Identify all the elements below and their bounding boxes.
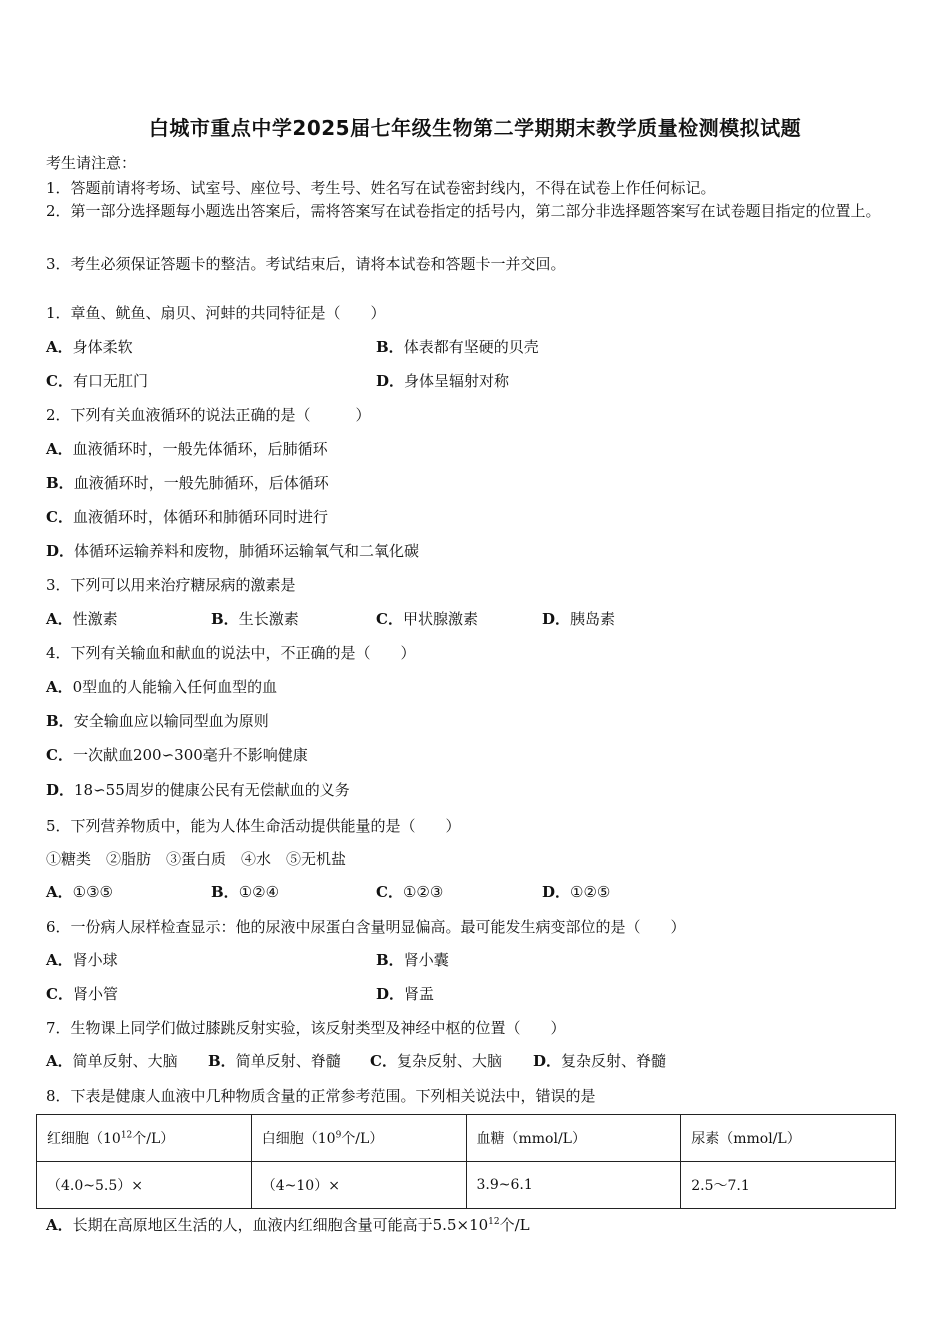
header-text: 尿素（mmol/L） <box>691 1131 801 1147</box>
table-header-cell <box>37 1115 252 1162</box>
question-stem: 7．生物课上同学们做过膝跳反射实验，该反射类型及神经中枢的位置（ ） <box>46 1019 566 1037</box>
table-cell: （4.0~5.5）× <box>37 1162 252 1209</box>
option-text: 生长激素 <box>238 610 299 628</box>
option-label: B． <box>211 883 239 901</box>
option-label: D． <box>376 985 405 1003</box>
table-row <box>37 1162 896 1209</box>
option-b <box>211 881 279 902</box>
option-text: 18∽55周岁的健康公民有无偿献血的义务 <box>74 781 350 799</box>
option-d <box>542 881 610 902</box>
option-c <box>46 370 148 391</box>
option-text: ①②④ <box>238 883 280 901</box>
option-a <box>46 1050 178 1071</box>
header-text: 白细胞（10 <box>261 1131 336 1147</box>
option-label: C． <box>46 508 73 526</box>
option-text: 肾小囊 <box>403 951 449 969</box>
option-text: 一次献血200∽300毫升不影响健康 <box>72 746 308 764</box>
option-a <box>46 438 328 459</box>
option-c <box>46 983 118 1004</box>
option-label: D． <box>542 610 571 628</box>
question-stem: 5．下列营养物质中，能为人体生命活动提供能量的是（ ） <box>46 817 461 835</box>
option-label: A． <box>46 883 73 901</box>
option-text: 安全输血应以输同型血为原则 <box>73 712 269 730</box>
option-a <box>46 336 133 357</box>
option-label: D． <box>46 781 75 799</box>
header-exponent: 12 <box>120 1130 133 1141</box>
option-b <box>46 472 329 493</box>
option-text: 身体柔软 <box>72 338 133 356</box>
option-label: D． <box>542 883 571 901</box>
header-text: 红细胞（10 <box>47 1131 121 1147</box>
question-stem: 2．下列有关血液循环的说法正确的是（ ） <box>46 406 371 424</box>
option-a <box>46 676 277 697</box>
option-text: 性激素 <box>72 610 118 628</box>
option-unit: 个/L <box>499 1216 530 1234</box>
option-text: 复杂反射、大脑 <box>396 1052 502 1070</box>
reference-table <box>36 1114 896 1209</box>
option-label: D． <box>533 1052 562 1070</box>
table-header-cell <box>681 1115 896 1162</box>
option-b <box>46 710 269 731</box>
option-text: 0型血的人能输入任何血型的血 <box>72 678 278 696</box>
option-label: A． <box>46 610 73 628</box>
option-text: 简单反射、大脑 <box>72 1052 178 1070</box>
notice-heading: 考生请注意： <box>46 154 137 172</box>
header-unit: 个/L） <box>341 1131 384 1147</box>
header-unit: 个/L） <box>132 1131 175 1147</box>
option-label: C． <box>376 610 403 628</box>
header-exponent: 9 <box>335 1130 342 1141</box>
option-label: C． <box>376 883 403 901</box>
option-c <box>376 881 443 902</box>
option-a <box>46 608 118 629</box>
option-text: 胰岛素 <box>570 610 616 628</box>
option-label: A． <box>46 440 73 458</box>
option-label: D． <box>376 372 405 390</box>
option-text: 有口无肛门 <box>72 372 148 390</box>
option-exponent: 12 <box>488 1217 500 1227</box>
option-label: A． <box>46 1052 73 1070</box>
option-text: 甲状腺激素 <box>402 610 478 628</box>
option-text: 复杂反射、脊髓 <box>561 1052 667 1070</box>
option-label: A． <box>46 678 73 696</box>
option-label: A． <box>46 951 73 969</box>
question-stem: 4．下列有关输血和献血的说法中，不正确的是（ ） <box>46 644 416 662</box>
option-a <box>46 949 118 970</box>
table-header-row <box>37 1115 896 1162</box>
option-text: 体表都有坚硬的贝壳 <box>403 338 539 356</box>
notice-item: 1．答题前请将考场、试室号、座位号、考生号、姓名写在试卷密封线内，不得在试卷上作任何标记。 <box>46 179 716 197</box>
option-text: ①③⑤ <box>72 883 113 901</box>
option-text: 肾小管 <box>72 985 118 1003</box>
option-label: A． <box>46 338 73 356</box>
option-label: A． <box>46 1216 73 1234</box>
question-stem: 3．下列可以用来治疗糖尿病的激素是 <box>46 576 296 594</box>
option-label: C． <box>370 1052 397 1070</box>
notice-item: 3．考生必须保证答题卡的整洁。考试结束后，请将本试卷和答题卡一并交回。 <box>46 255 566 273</box>
option-text: 肾小球 <box>72 951 118 969</box>
table-cell: 3.9~6.1 <box>466 1162 681 1209</box>
option-b <box>376 949 449 970</box>
option-text: 长期在高原地区生活的人，血液内红细胞含量可能高于5.5×10 <box>72 1216 489 1234</box>
option-text: 血液循环时，一般先体循环，后肺循环 <box>72 440 328 458</box>
option-d <box>533 1050 666 1071</box>
option-text: 肾盂 <box>404 985 435 1003</box>
option-text: 血液循环时，体循环和肺循环同时进行 <box>72 508 328 526</box>
option-text: 身体呈辐射对称 <box>404 372 510 390</box>
option-text: 体循环运输养料和废物，肺循环运输氧气和二氧化碳 <box>74 542 420 560</box>
option-c <box>376 608 478 629</box>
question-stem: 8．下表是健康人血液中几种物质含量的正常参考范围。下列相关说法中，错误的是 <box>46 1087 596 1105</box>
option-label: B． <box>376 338 404 356</box>
option-a <box>46 1214 530 1235</box>
option-label: B． <box>46 712 74 730</box>
table-header-cell <box>251 1115 466 1162</box>
option-c <box>370 1050 502 1071</box>
option-text: ①②⑤ <box>570 883 611 901</box>
table-cell: 2.5～7.1 <box>681 1162 896 1209</box>
option-b <box>211 608 299 629</box>
header-text: 血糖（mmol/L） <box>476 1131 586 1147</box>
option-label: D． <box>46 542 75 560</box>
option-label: B． <box>376 951 404 969</box>
option-text: 血液循环时，一般先肺循环，后体循环 <box>73 474 329 492</box>
table-cell: （4~10）× <box>251 1162 466 1209</box>
option-label: C． <box>46 985 73 1003</box>
option-text: 简单反射、脊髓 <box>235 1052 341 1070</box>
option-c <box>46 506 328 527</box>
option-label: B． <box>208 1052 236 1070</box>
option-label: C． <box>46 746 73 764</box>
question-stem: 1．章鱼、鱿鱼、扇贝、河蚌的共同特征是（ ） <box>46 304 386 322</box>
question-stem: 6．一份病人尿样检查显示：他的尿液中尿蛋白含量明显偏高。最可能发生病变部位的是（ ） <box>46 918 686 936</box>
question-items: ①糖类 ②脂肪 ③蛋白质 ④水 ⑤无机盐 <box>46 850 347 868</box>
option-label: C． <box>46 372 73 390</box>
option-d <box>46 779 350 800</box>
option-label: B． <box>211 610 239 628</box>
option-c <box>46 744 308 765</box>
option-label: B． <box>46 474 74 492</box>
option-a <box>46 881 113 902</box>
option-d <box>376 983 434 1004</box>
option-b <box>376 336 539 357</box>
table-header-cell <box>466 1115 681 1162</box>
option-b <box>208 1050 341 1071</box>
option-text: ①②③ <box>402 883 444 901</box>
option-d <box>376 370 509 391</box>
notice-item: 2．第一部分选择题每小题选出答案后，需将答案写在试卷指定的括号内，第二部分非选择题答案写在试卷题目指定的位置上。 <box>46 202 881 220</box>
page-title: 白城市重点中学2025届七年级生物第二学期期末教学质量检测模拟试题 <box>148 116 802 140</box>
option-d <box>542 608 615 629</box>
option-d <box>46 540 419 561</box>
